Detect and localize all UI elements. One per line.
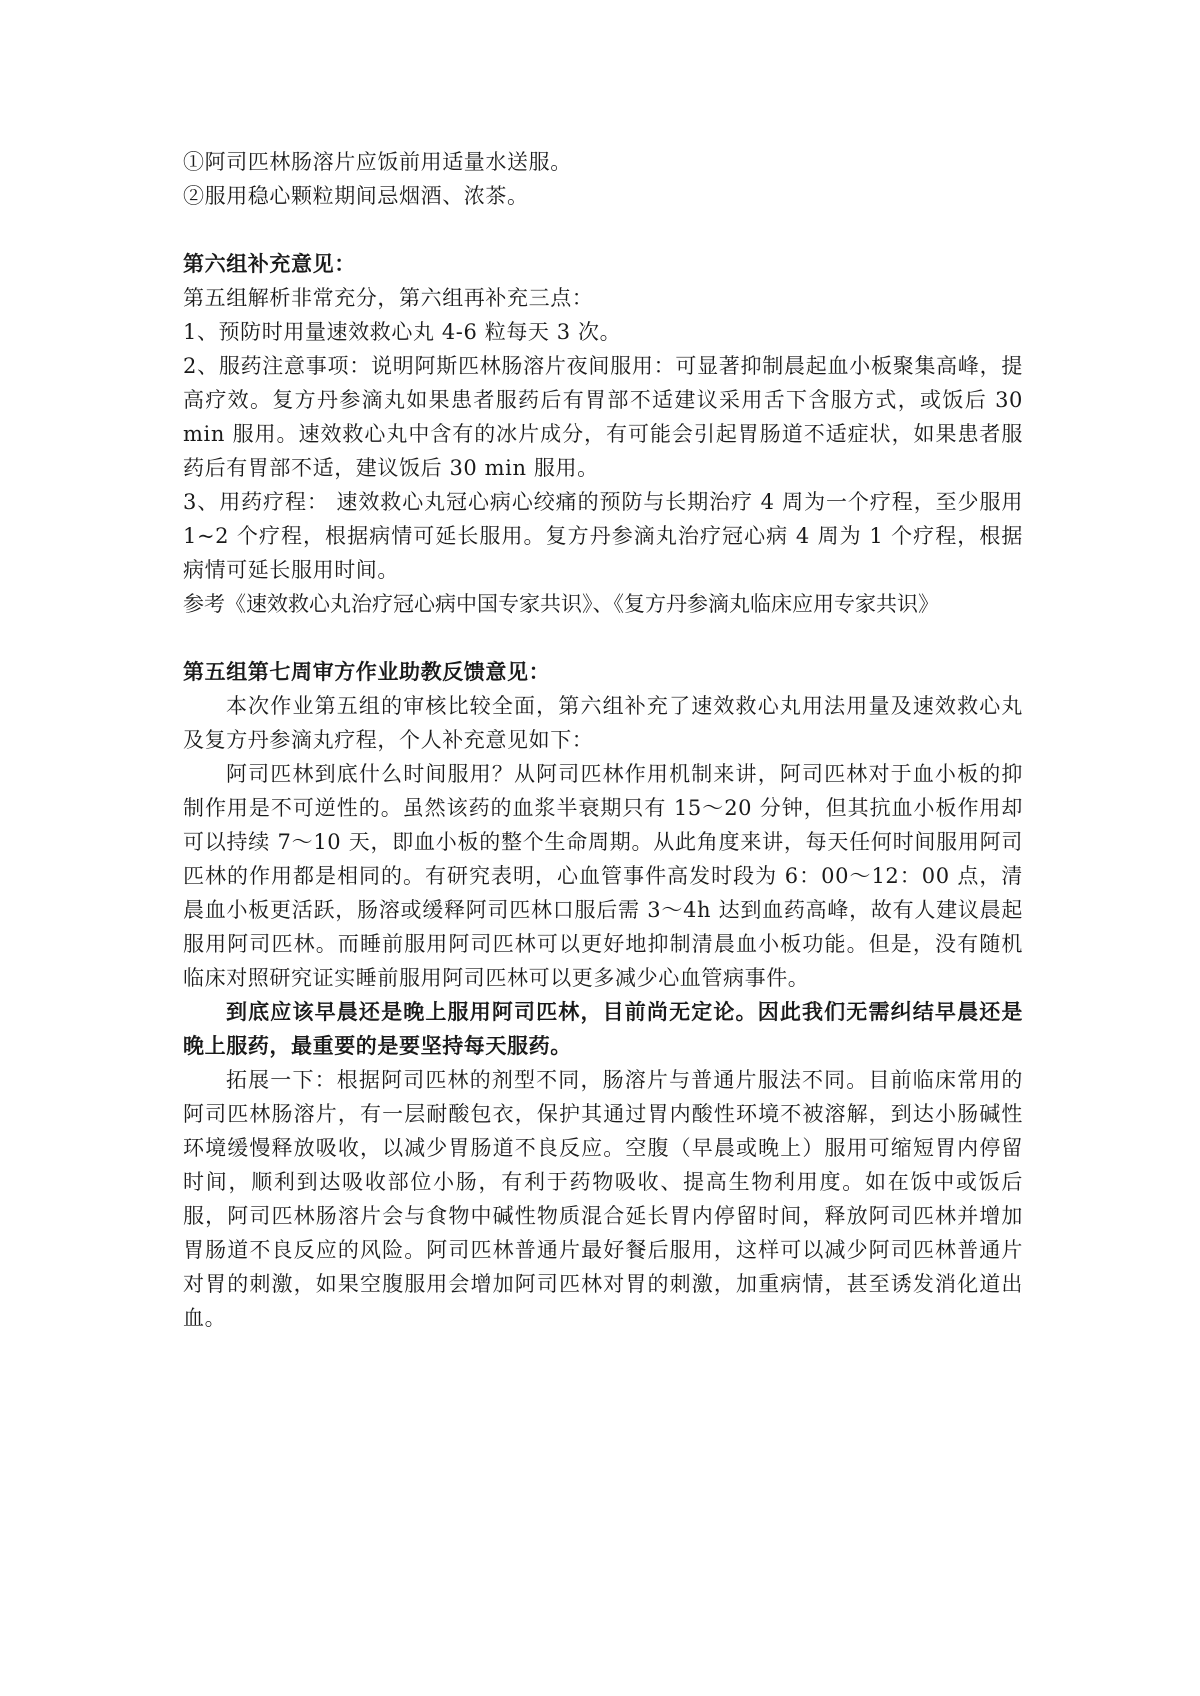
- precaution-item-2: ②服用稳心颗粒期间忌烟酒、浓茶。: [183, 184, 529, 208]
- document-page: [183, 145, 1023, 1335]
- section-spacer: [183, 213, 1023, 247]
- group6-intro: 第五组解析非常充分，第六组再补充三点：: [183, 286, 594, 310]
- group6-reference: 参考《速效救心丸治疗冠心病中国专家共识》、《复方丹参滴丸临床应用专家共识》: [183, 592, 939, 616]
- group6-heading: 第六组补充意见：: [183, 251, 356, 276]
- feedback-paragraph-4: 拓展一下：根据阿司匹林的剂型不同，肠溶片与普通片服法不同。目前临床常用的阿司匹林肠溶片，有一层耐酸包衣，保护其通过胃内酸性环境不被溶解，到达小肠碱性环境缓慢释放吸收，以减少胃肠道不良反应。空腹（早晨或晚上）服用可缩短胃内停留时间，顺利到达吸收部位小肠，有利于药物吸收、提高生物利用度。如在饭中或饭后服，阿司匹林肠溶片会与食物中碱性物质混合延长胃内停留时间，释放阿司匹林并增加胃肠道不良反应的风险。阿司匹林普通片最好餐后服用，这样可以减少阿司匹林普通片对胃的刺激，如果空腹服用会增加阿司匹林对胃的刺激，加重病情，甚至诱发消化道出血。: [183, 1068, 1023, 1330]
- section-spacer: [183, 621, 1023, 655]
- group6-point-1: 1、预防时用量速效救心丸 4-6 粒每天 3 次。: [183, 320, 622, 344]
- group6-point-2: 2、服药注意事项：说明阿斯匹林肠溶片夜间服用：可显著抑制晨起血小板聚集高峰，提高疗效。复方丹参滴丸如果患者服药后有胃部不适建议采用舌下含服方式，或饭后 30 min 服用。速效救心丸中含有的冰片成分，有可能会引起胃肠道不适症状，如果患者服药后有胃部不适，建议饭后 30 min 服用。: [183, 354, 1023, 480]
- feedback-paragraph-1: 本次作业第五组的审核比较全面，第六组补充了速效救心丸用法用量及速效救心丸及复方丹参滴丸疗程，个人补充意见如下：: [183, 694, 1023, 752]
- precaution-item-1: ①阿司匹林肠溶片应饭前用适量水送服。: [183, 150, 572, 174]
- feedback-paragraph-3: 到底应该早晨还是晚上服用阿司匹林，目前尚无定论。因此我们无需纠结早晨还是晚上服药，最重要的是要坚持每天服药。: [183, 999, 1023, 1058]
- group6-point-3: 3、用药疗程： 速效救心丸冠心病心绞痛的预防与长期治疗 4 周为一个疗程，至少服用 1~2 个疗程，根据病情可延长服用。复方丹参滴丸治疗冠心病 4 周为 1 个疗程，根据病情可延长服用时间。: [183, 490, 1023, 582]
- feedback-heading: 第五组第七周审方作业助教反馈意见：: [183, 659, 551, 684]
- feedback-paragraph-2: 阿司匹林到底什么时间服用？从阿司匹林作用机制来讲，阿司匹林对于血小板的抑制作用是不可逆性的。虽然该药的血浆半衰期只有 15～20 分钟，但其抗血小板作用却可以持续 7～10 天，即血小板的整个生命周期。从此角度来讲，每天任何时间服用阿司匹林的作用都是相同的。有研究表明，心血管事件高发时段为 6：00～12：00 点，清晨血小板更活跃，肠溶或缓释阿司匹林口服后需 3～4h 达到血药高峰，故有人建议晨起服用阿司匹林。而睡前服用阿司匹林可以更好地抑制清晨血小板功能。但是，没有随机临床对照研究证实睡前服用阿司匹林可以更多减少心血管病事件。: [183, 762, 1023, 990]
